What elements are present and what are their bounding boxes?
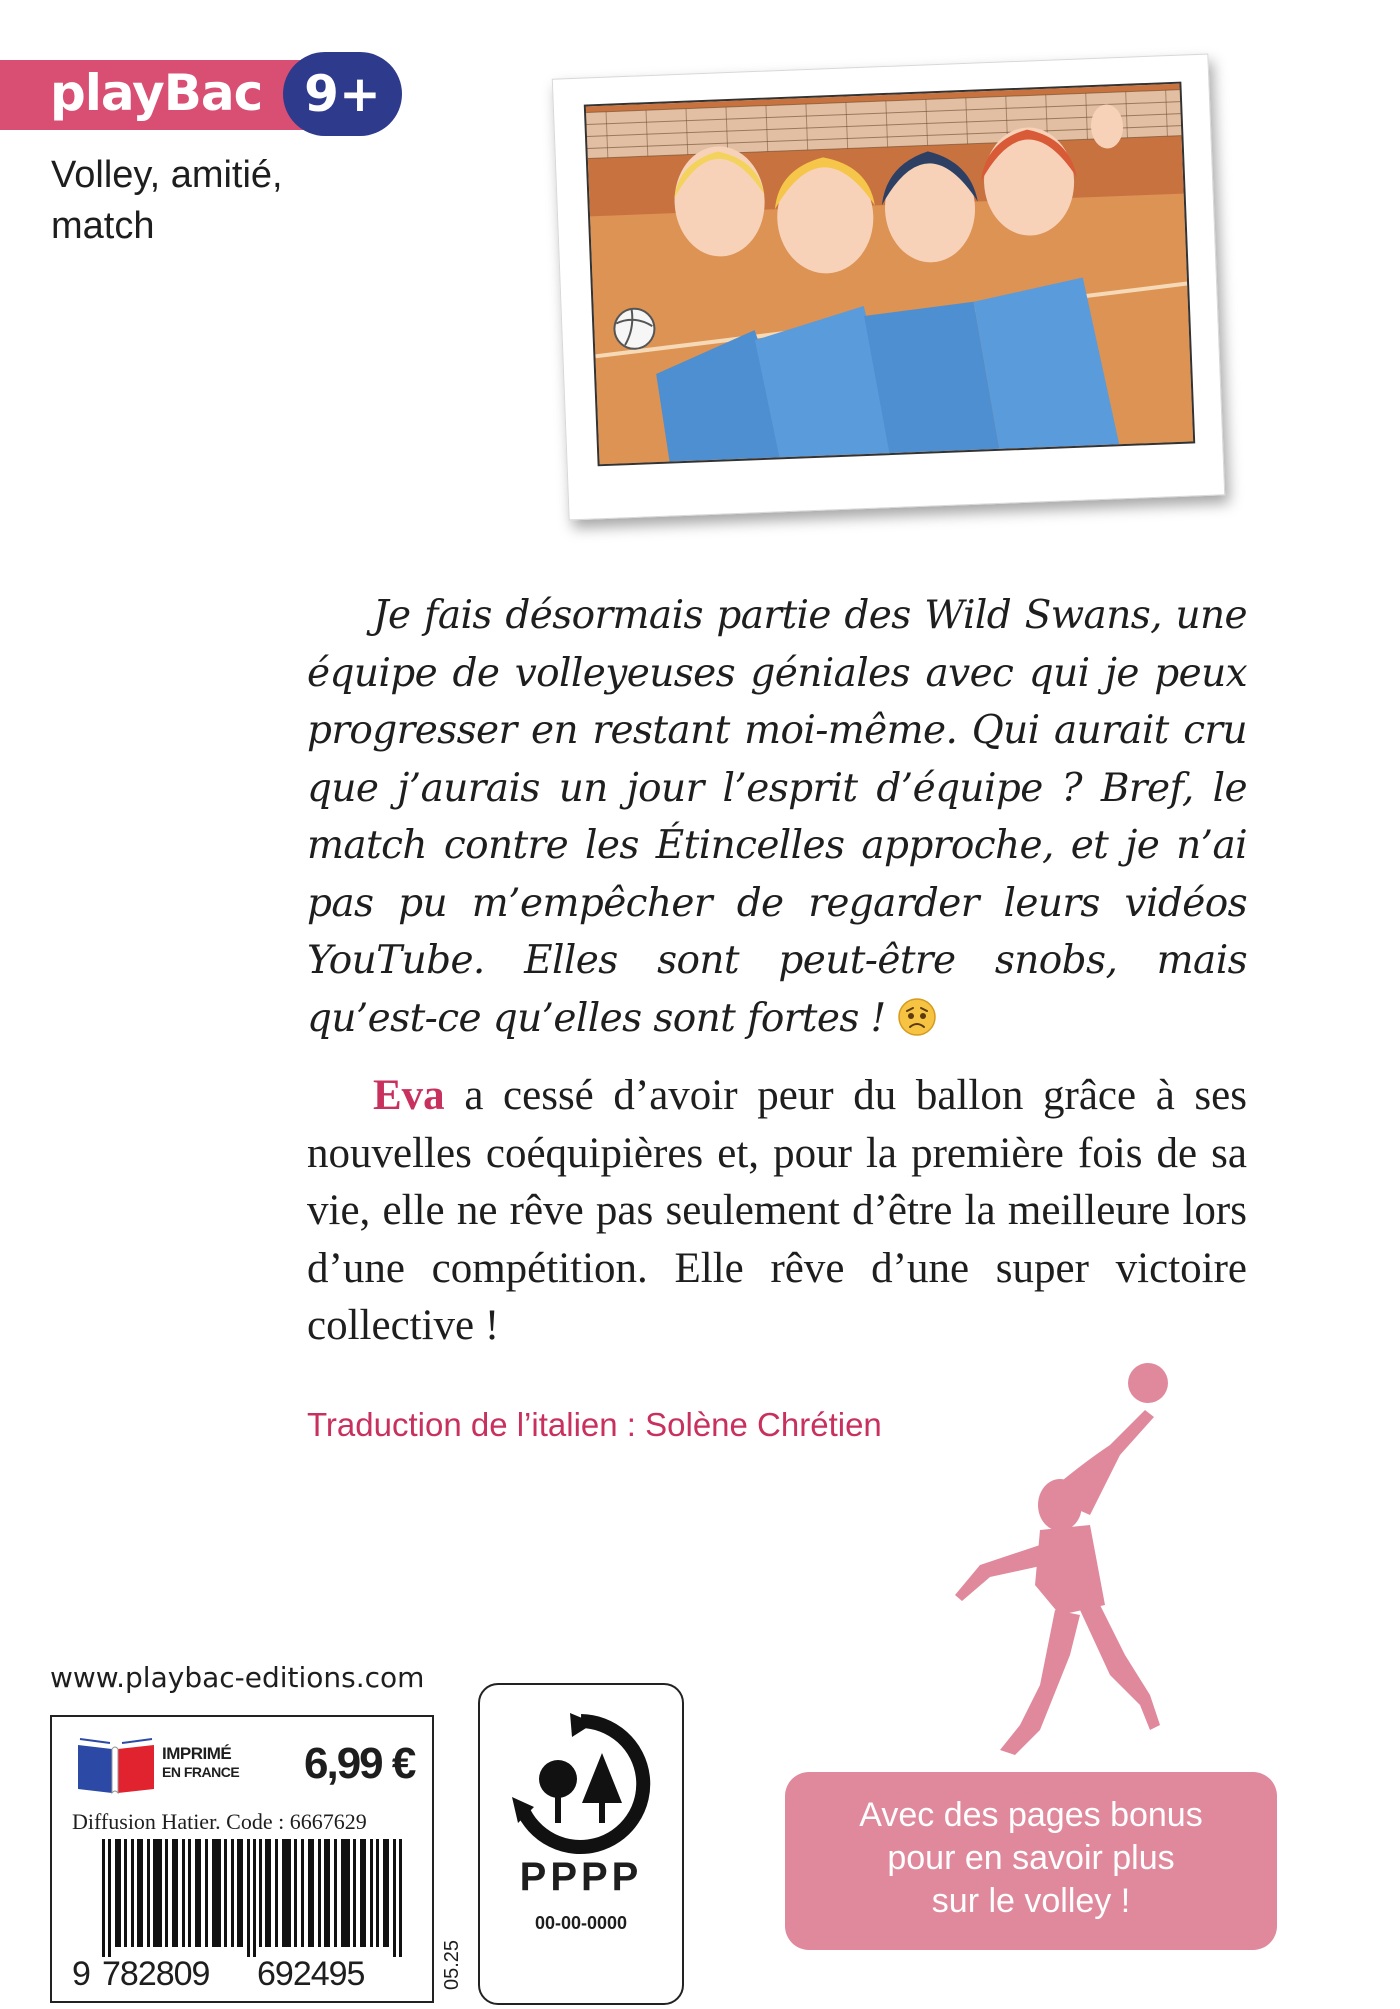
teaser-quote [307, 587, 1247, 1047]
recycling-trees-icon [510, 1713, 652, 1855]
bonus-line-1: Avec des pages bonus [859, 1796, 1203, 1834]
price: 6,99 € [304, 1739, 415, 1788]
themes [51, 150, 351, 252]
barcode [102, 1839, 402, 1957]
publisher-logo: playBac [50, 64, 263, 122]
barcode-panel [50, 1715, 434, 2003]
bonus-line-3: sur le volley ! [931, 1882, 1131, 1920]
worried-face-emoji-icon [897, 997, 937, 1037]
volleyball-team-selfie-illustration [584, 82, 1195, 467]
printed-in-france-book-icon [74, 1735, 158, 1797]
certification-title: PPPP [519, 1855, 643, 1899]
volleyball-player-silhouette-icon [940, 1355, 1190, 1775]
blurb-text: a cessé d’avoir peur du ballon grâce à ses nouvelles coéquipières et, pour la première fois de sa vie, elle ne rêve pas seulement d’être la meilleure lors d’une compétition. Elle rêve d’une super victoire collective ! [307, 1072, 1247, 1349]
brand-tag [0, 52, 402, 136]
printed-in-france-label [162, 1745, 239, 1781]
age-badge: 9+ [283, 52, 402, 136]
isbn-first-digit: 9 [72, 1955, 91, 1993]
teaser-quote-text: Je fais désormais partie des Wild Swans, une équipe de volleyeuses géniales avec qui je peux progresser en restant moi-même. Qui aurait cru que j’aurais un jour l’esprit d’équipe ? Bref, le match contre les Étincelles approche, et je n’ai pas pu m’empêcher de regarder leurs vidéos YouTube. Elles sont peut-être snobs, mais qu’est-ce qu’elles sont fortes ! [307, 593, 1247, 1041]
themes-line-2: match [51, 205, 155, 247]
printed-label-line-2: EN FRANCE [162, 1764, 240, 1780]
bonus-pages-badge [785, 1772, 1277, 1950]
isbn-group-2: 692495 [257, 1955, 365, 1993]
blurb [307, 1067, 1247, 1355]
themes-line-1: Volley, amitié, [51, 154, 283, 196]
certification-panel [478, 1683, 684, 2005]
isbn-group-1: 782809 [102, 1955, 210, 1993]
website-link[interactable]: www.playbac-editions.com [50, 1661, 425, 1694]
bonus-line-2: pour en savoir plus [887, 1839, 1175, 1877]
hero-name: Eva [373, 1072, 445, 1119]
polaroid-frame [552, 54, 1225, 521]
printed-label-line-1: IMPRIMÉ [162, 1744, 232, 1763]
translation-credit: Traduction de l’italien : Solène Chrétien [307, 1406, 882, 1443]
certification-code: 00-00-0000 [534, 1913, 628, 1933]
distribution-code: Diffusion Hatier. Code : 6667629 [72, 1809, 367, 1834]
illustration-drawing [586, 84, 1193, 465]
print-date-code: 05.25 [441, 1939, 463, 1990]
